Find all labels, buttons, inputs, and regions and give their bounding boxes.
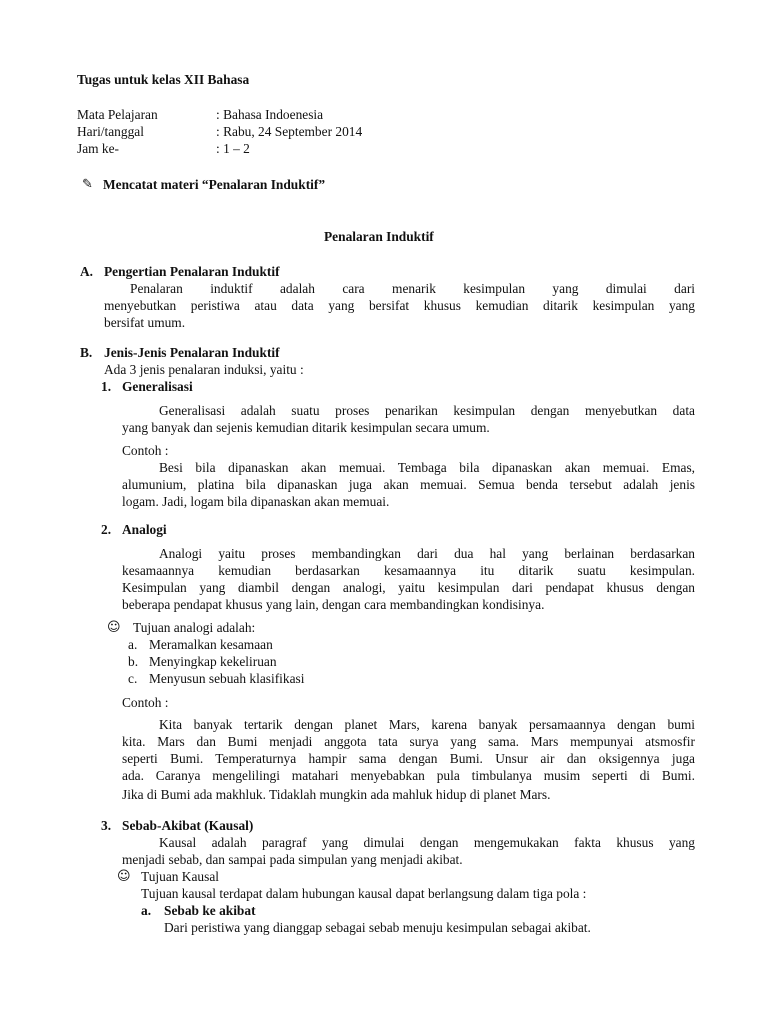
document-title: Penalaran Induktif [324,229,434,244]
analogi-line: beberapa pendapat khusus yang lain, dengan cara membandingkan kondisinya. [122,597,545,612]
info-label-hour: Jam ke- [77,141,120,156]
kausal-sub-heading: Sebab ke akibat [164,903,256,918]
analogi-example-line: seperti Bumi. Temperaturnya hampir sama dengan Bumi. Unsur air dan oksigennya juga [122,751,695,766]
generalisasi-marker: 1. [101,379,112,394]
list-item-marker: a. [128,637,138,652]
generalisasi-example-line: logam. Jadi, logam bila dipanaskan akan memuai. [122,494,390,509]
generalisasi-line: Generalisasi adalah suatu proses penarikan kesimpulan dengan menyebutkan data [159,403,695,418]
analogi-contoh-label: Contoh : [122,695,169,710]
generalisasi-heading: Generalisasi [122,379,193,394]
info-value-hour: : 1 – 2 [216,141,250,156]
assignment-title: Tugas untuk kelas XII Bahasa [77,72,250,87]
generalisasi-example-line: alumunium, platina bila dipanaskan juga akan memuai. Semua benda tersebut adalah jenis [122,477,695,492]
kausal-marker: 3. [101,818,112,833]
section-a-line: menyebutkan peristiwa atau data yang bersifat khusus kemudian ditarik kesimpulan yang [104,298,695,313]
kausal-sub-text: Dari peristiwa yang dianggap sebagai sebab menuju kesimpulan sebagai akibat. [164,920,591,935]
list-item: Meramalkan kesamaan [149,637,273,652]
kausal-tujuan-desc: Tujuan kausal terdapat dalam hubungan kausal dapat berlangsung dalam tiga pola : [141,886,587,901]
list-item-marker: c. [128,671,138,686]
section-a-line: bersifat umum. [104,315,186,330]
smiley-icon: ☺ [117,869,131,884]
analogi-example-line: kita. Mars dan Bumi menjadi anggota tata surya yang sama. Mars mempunyai atsmosfir [122,734,695,749]
pencil-icon: ✎ [82,177,93,192]
kausal-sub-marker: a. [141,903,152,918]
section-b-intro: Ada 3 jenis penalaran induksi, yaitu : [104,362,304,377]
kausal-line: menjadi sebab, dan sampai pada simpulan yang menjadi akibat. [122,852,463,867]
section-a-heading: Pengertian Penalaran Induktif [104,264,280,279]
analogi-heading: Analogi [122,522,167,537]
generalisasi-example-line: Besi bila dipanaskan akan memuai. Tembaga bila dipanaskan akan memuai. Emas, [159,460,695,475]
info-value-date: : Rabu, 24 September 2014 [216,124,363,139]
analogi-example-line: ada. Caranya mengelilingi matahari menyebabkan pula timbulanya musim seperti di Bumi. [122,768,695,783]
task-instruction: Mencatat materi “Penalaran Induktif” [103,177,326,192]
smiley-icon: ☺ [107,620,121,635]
analogi-line: Analogi yaitu proses membandingkan dari dua hal yang berlainan berdasarkan [159,546,695,561]
kausal-tujuan-label: Tujuan Kausal [141,869,219,884]
analogi-marker: 2. [101,522,112,537]
section-a-marker: A. [80,264,94,279]
list-item-marker: b. [128,654,139,669]
list-item: Menyusun sebuah klasifikasi [149,671,305,686]
generalisasi-contoh-label: Contoh : [122,443,169,458]
generalisasi-line: yang banyak dan sejenis kemudian ditarik kesimpulan secara umum. [122,420,490,435]
analogi-line: Kesimpulan yang diambil dengan analogi, yaitu kesimpulan dari pendapat khusus dengan [122,580,695,595]
info-label-date: Hari/tanggal [77,124,144,139]
section-b-marker: B. [80,345,93,360]
section-a-line: Penalaran induktif adalah cara menarik kesimpulan yang dimulai dari [130,281,695,296]
info-value-subject: : Bahasa Indoenesia [216,107,324,122]
analogi-example-line: Kita banyak tertarik dengan planet Mars, karena banyak persamaannya dengan bumi [159,717,695,732]
info-label-subject: Mata Pelajaran [77,107,158,122]
kausal-line: Kausal adalah paragraf yang dimulai dengan mengemukakan fakta khusus yang [159,835,695,850]
analogi-example-line: Jika di Bumi ada makhluk. Tidaklah mungkin ada mahluk hidup di planet Mars. [122,787,551,802]
analogi-tujuan-label: Tujuan analogi adalah: [133,620,256,635]
kausal-heading: Sebab-Akibat (Kausal) [122,818,254,833]
list-item: Menyingkap kekeliruan [149,654,277,669]
analogi-line: kesamaannya kemudian berdasarkan kesamaannya itu ditarik suatu kesimpulan. [122,563,695,578]
section-b-heading: Jenis-Jenis Penalaran Induktif [104,345,280,360]
